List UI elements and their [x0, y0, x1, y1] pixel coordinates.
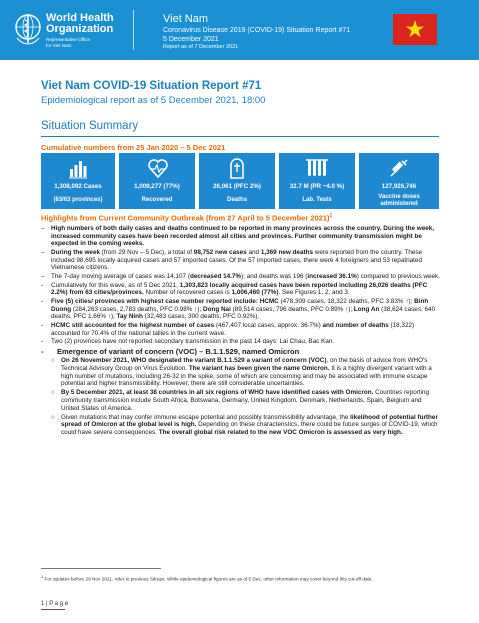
item-text: Given mutations that may confer immune escape potential and possibly transmissibility advantage, the — [61, 413, 351, 421]
list-item — [41, 322, 441, 337]
stat-label: Lab. Tests — [302, 197, 332, 203]
footnote-number: 1 — [41, 574, 44, 579]
org-name-1: World Health — [46, 12, 114, 24]
stat-label: Deaths — [226, 197, 247, 203]
item-text: (284,263 cases, 2,783 deaths, PFC 0.98% ↑); — [71, 305, 203, 313]
country-name: Viet Nam — [163, 13, 209, 25]
bullet-marker: – — [41, 225, 45, 232]
bullet-marker: ○ — [51, 413, 55, 421]
item-text: Two (2) provinces have not reported secondary transmission in the past 14 days: Lai Chau, Bac Kan. — [51, 338, 335, 346]
item-text: (478,309 cases, 18,322 deaths, PFC 3.83% ↑); — [278, 298, 415, 306]
item-text: were reported from the country. These included 98,695 locally acquired cases and 57 imported cases. Of the 57 imported cases, there were 4 foreigners and 53 repatriated Vietnamese citizens. — [51, 248, 423, 272]
item-text: Countries reporting community transmission include South Africa, Botswana, Germany, United Kingdom, Denmark, Netherlands, Spain, Belgium and United States of America. — [61, 389, 430, 412]
heart-pulse-icon — [147, 157, 169, 179]
stat-value: 32.7 M (PR ~4.0 %) — [289, 183, 345, 190]
list-item — [41, 249, 441, 272]
bullet-marker: - — [41, 347, 44, 357]
list-item — [41, 282, 441, 297]
stat-value: 127,926,746 — [381, 183, 417, 190]
item-text: and — [246, 248, 261, 256]
stat-deaths — [199, 153, 275, 209]
bullet-marker: – — [41, 272, 45, 280]
footnote-ref: 1 — [329, 213, 333, 219]
item-text: and number of deaths — [322, 322, 389, 330]
who-name — [46, 13, 114, 48]
item-text: Number of recovered cases is — [143, 289, 232, 297]
highlights-heading — [41, 213, 332, 223]
item-text: (32,483 cases, 300 deaths, PFC 0.92%). — [142, 313, 260, 321]
tombstone-icon — [228, 157, 246, 179]
item-text: (38,624 cases, 640 deaths, PFC 1.66% ↑); — [51, 305, 436, 321]
item-text: (467,407 local cases, approx. 36.7%) — [214, 322, 323, 330]
highlights-list — [41, 225, 441, 438]
item-text: The overall global risk related to the new VOC Omicron is assessed as very high. — [158, 428, 403, 436]
item-text: 1,303,823 locally acquired cases have been reported including 26,026 deaths (PFC 2.2%) from 63 cities/provinces. — [51, 281, 428, 297]
item-text: By 5 December 2021, at least 38 countries in all six regions of WHO have identified cases with Omicron. — [61, 389, 374, 397]
syringe-icon — [388, 157, 410, 179]
report-as-of: Report as of 7 December 2021 — [163, 44, 239, 50]
page-number: 1 | P a g e — [41, 601, 69, 607]
list-item — [41, 389, 441, 412]
bullet-marker: - — [41, 338, 44, 346]
footnote-rule — [41, 568, 161, 569]
stat-vaccine-doses — [359, 153, 439, 209]
section-rule — [41, 136, 439, 137]
list-item — [41, 273, 441, 281]
item-text: Cumulatively for this wave, as of 5 Dec 2021, — [51, 281, 180, 289]
report-name: Coronavirus Disease 2019 (COVID-19) Situation Report #71 — [163, 27, 351, 34]
bullet-marker: - — [41, 298, 44, 306]
page-rule — [41, 609, 65, 610]
list-item — [41, 225, 441, 248]
list-item — [41, 338, 441, 346]
stat-lab-tests — [279, 153, 355, 209]
item-text: (89,514 cases, 796 deaths, PFC 0.89% ↑); — [230, 305, 354, 313]
stat-value: 1,308,092 Cases — [54, 183, 102, 190]
highlights-heading-text: Highlights from Current Community Outbreak (from 27 April to 5 December 2021) — [41, 213, 330, 223]
item-text: 1,369 new deaths — [260, 248, 313, 256]
item-text: ); and deaths was 196 ( — [241, 272, 308, 280]
item-text: The 7-day moving average of cases was 14,107 ( — [51, 272, 190, 280]
item-text: . See Figures 1, 2, and 3. — [278, 289, 350, 297]
stat-label: Recovered — [141, 197, 173, 203]
item-text: Emergence of variant of concern (VOC) – B.1.1.529, named Omicron — [57, 347, 300, 357]
stat-value: 1,009,277 (77%) — [134, 183, 180, 190]
item-text: 98,752 new cases — [193, 248, 247, 256]
item-text: likelihood of potential further spread of Omicron at the global level is high. — [61, 413, 438, 429]
bullet-marker: ○ — [51, 357, 55, 365]
section-title: Situation Summary — [41, 120, 139, 132]
bullet-marker: - — [41, 281, 44, 289]
bullet-marker: – — [41, 248, 45, 256]
stat-cases — [41, 153, 115, 209]
item-text: Long An — [353, 305, 380, 313]
footnote — [41, 574, 441, 583]
item-text: (from 29 Nov – 5 Dec), a total of — [100, 248, 194, 256]
bullet-marker: ○ — [51, 389, 55, 397]
item-text: Depending on these characteristics, there could be future surges of COVID-19, which could have severe consequences. — [61, 421, 438, 436]
stat-label: Vaccine doses administered — [378, 194, 420, 207]
vietnam-flag-icon — [393, 14, 437, 45]
report-header — [0, 0, 479, 60]
bar-chart-icon — [69, 157, 87, 179]
item-text: On 26 November 2021, WHO designated the variant B.1.1.529 a variant of concern (VOC) — [61, 357, 327, 365]
stat-label: (63/63 provinces) — [53, 197, 103, 203]
report-title: Viet Nam COVID-19 Situation Report #71 — [41, 80, 262, 92]
item-text: 1,006,460 (77%) — [231, 289, 279, 297]
report-meta — [163, 13, 350, 51]
item-text: HCMC still accounted for the highest number of cases — [51, 322, 215, 330]
header-separator — [133, 10, 134, 50]
bullet-marker: - — [41, 322, 44, 330]
list-item — [41, 357, 441, 387]
item-text: ) compared to previous week. — [356, 272, 440, 280]
item-text: increased 36.1% — [307, 272, 357, 280]
stat-value: 26,061 (PFC 2%) — [213, 183, 261, 190]
footnote-text: For updates before 29 Nov 2021, refer to previous Sitreps. While epidemiological figures are as of 5 Dec, other information may cover beyond this cut-off date. — [44, 576, 373, 582]
report-subtitle: Epidemiological report as of 5 December 2021, 18:00 — [41, 95, 266, 106]
item-text: Tay Ninh — [116, 313, 143, 321]
list-item — [41, 298, 441, 321]
item-text: decreased 14.7% — [189, 272, 242, 280]
stat-recovered — [119, 153, 195, 209]
item-text: Five (5) cities/ provinces with highest case number reported include: HCMC — [51, 298, 279, 306]
item-text: High numbers of both daily cases and deaths continued to be reported in many provinces across the country. During the week, increased community cases have been recorded almost all cities and provinces. Further community transmission might be expected in the coming weeks. — [51, 225, 435, 248]
item-text: , on the basis of advice from WHO's Technical Advisory Group on Virus Evolution. — [61, 357, 428, 372]
test-tubes-icon — [305, 157, 329, 179]
cumulative-heading: Cumulative numbers from 25 Jan 2020 – 5 Dec 2021 — [41, 143, 226, 152]
org-name-2: Organization — [46, 23, 114, 35]
item-text: During the week — [51, 248, 100, 256]
list-item — [41, 414, 441, 437]
org-sub-1: Representative Office — [46, 37, 91, 42]
report-date: 5 December 2021 — [163, 35, 219, 43]
item-text: The variant has been given the name Omicron. — [188, 365, 330, 372]
item-text: Binh Duong — [51, 298, 429, 313]
flag-star-icon — [405, 19, 425, 39]
org-sub-2: for Viet Nam — [46, 42, 72, 48]
item-text: (18,322) accounted for 70.4% of the national tallies in the current wave. — [51, 322, 415, 337]
item-text: It is a highly divergent variant with a high number of mutations, including 26-32 in the spike, some of which are concerning and may be associated with immune escape potential and higher transmissibility. However, there are still considerable uncertainties. — [61, 365, 432, 388]
who-emblem-icon — [14, 12, 42, 46]
item-text: Dong Nai — [202, 305, 231, 313]
list-item — [41, 347, 441, 356]
